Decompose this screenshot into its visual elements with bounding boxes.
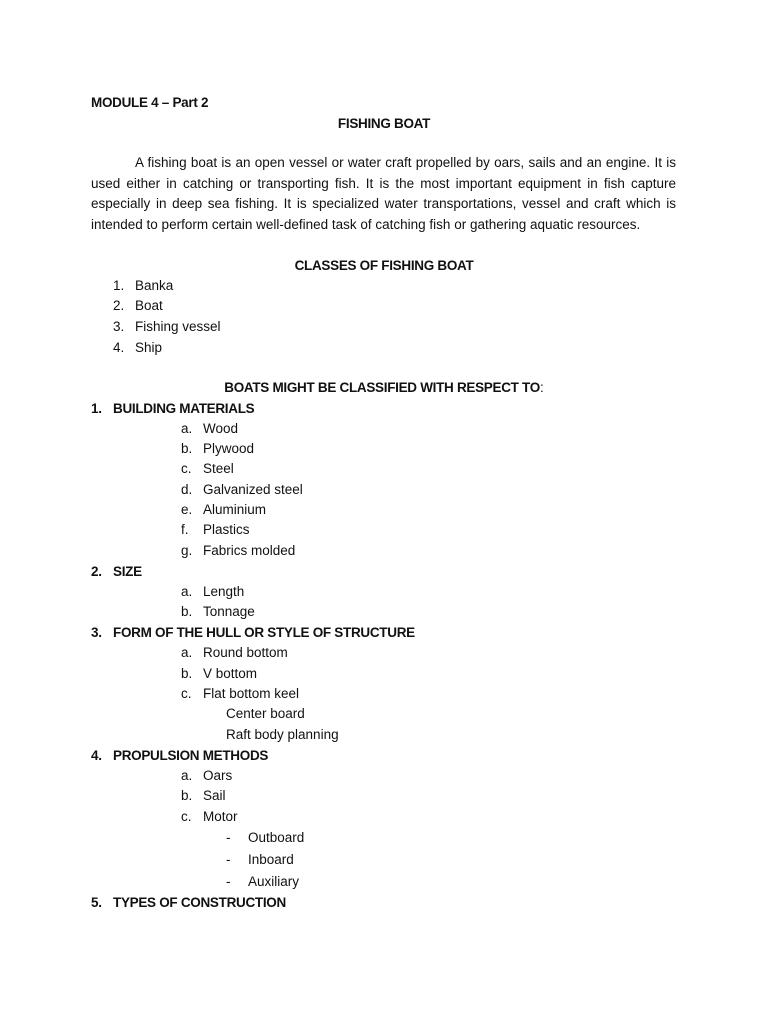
list-text: Banka: [135, 278, 174, 293]
item-text: Inboard: [248, 852, 294, 867]
section-title: FORM OF THE HULL OR STYLE OF STRUCTURE: [113, 625, 415, 640]
page-title: FISHING BOAT: [337, 116, 431, 131]
section-heading: [91, 562, 142, 582]
item-text: Steel: [203, 461, 234, 476]
list-item: [113, 276, 173, 296]
list-item: [181, 520, 250, 540]
item-text: Flat bottom keel: [203, 686, 300, 701]
list-item: [113, 296, 163, 316]
dash-bullet: -: [226, 852, 231, 867]
item-text: Outboard: [248, 830, 305, 845]
item-letter: a.: [181, 645, 193, 660]
classification-heading: [0, 378, 768, 398]
sub-item: Center board: [226, 706, 305, 721]
section-number: 3.: [91, 625, 102, 640]
item-letter: b.: [181, 604, 193, 619]
list-item: [181, 500, 266, 520]
list-number: 3.: [113, 319, 125, 334]
list-text: Fishing vessel: [135, 319, 221, 334]
list-item: [181, 643, 288, 663]
item-text: Tonnage: [203, 604, 255, 619]
dash-bullet: -: [226, 830, 231, 845]
list-text: Ship: [135, 340, 163, 355]
section-title: SIZE: [113, 564, 142, 579]
classification-heading-colon: :: [539, 380, 544, 395]
item-text: V bottom: [203, 666, 258, 681]
item-text: Auxiliary: [248, 874, 300, 889]
section-number: 4.: [91, 748, 102, 763]
item-text: Motor: [203, 809, 238, 824]
item-letter: c.: [181, 686, 192, 701]
list-number: 2.: [113, 298, 125, 313]
section-title: PROPULSION METHODS: [113, 748, 269, 763]
list-item: [181, 786, 226, 806]
list-item: [181, 602, 255, 622]
dash-item: [226, 850, 294, 870]
section-heading: [91, 399, 254, 419]
item-letter: b.: [181, 441, 193, 456]
item-letter: d.: [181, 482, 193, 497]
section-number: 5.: [91, 895, 102, 910]
dash-bullet: -: [226, 874, 231, 889]
list-text: Boat: [135, 298, 163, 313]
item-letter: b.: [181, 788, 193, 803]
item-letter: f.: [181, 522, 189, 537]
item-letter: a.: [181, 421, 193, 436]
list-item: [181, 459, 234, 479]
classification-heading-text: BOATS MIGHT BE CLASSIFIED WITH RESPECT TO: [224, 380, 540, 395]
item-letter: c.: [181, 461, 192, 476]
item-text: Galvanized steel: [203, 482, 303, 497]
item-text: Plywood: [203, 441, 255, 456]
item-letter: a.: [181, 584, 193, 599]
list-item: [181, 541, 295, 561]
module-heading: MODULE 4 – Part 2: [91, 95, 209, 110]
list-number: 4.: [113, 340, 125, 355]
list-item: [113, 338, 162, 358]
section-heading: [91, 746, 268, 766]
item-letter: c.: [181, 809, 192, 824]
dash-item: [226, 828, 304, 848]
section-number: 1.: [91, 401, 102, 416]
list-item: [181, 480, 303, 500]
list-item: [181, 439, 254, 459]
section-heading: [91, 893, 286, 913]
item-text: Plastics: [203, 522, 250, 537]
list-item: [181, 664, 257, 684]
section-heading: [91, 623, 415, 643]
classes-heading: CLASSES OF FISHING BOAT: [294, 258, 474, 273]
section-title: BUILDING MATERIALS: [113, 401, 255, 416]
list-item: [181, 766, 232, 786]
item-letter: e.: [181, 502, 193, 517]
item-text: Fabrics molded: [203, 543, 296, 558]
list-number: 1.: [113, 278, 125, 293]
item-letter: a.: [181, 768, 193, 783]
dash-item: [226, 872, 299, 892]
item-text: Sail: [203, 788, 226, 803]
list-item: [181, 807, 238, 827]
item-text: Round bottom: [203, 645, 288, 660]
list-item: [181, 684, 299, 704]
item-text: Oars: [203, 768, 233, 783]
section-title: TYPES OF CONSTRUCTION: [113, 895, 286, 910]
item-text: Length: [203, 584, 245, 599]
section-number: 2.: [91, 564, 102, 579]
item-letter: g.: [181, 543, 193, 558]
list-item: [113, 317, 221, 337]
item-text: Wood: [203, 421, 239, 436]
list-item: [181, 419, 238, 439]
intro-paragraph: A fishing boat is an open vessel or water craft propelled by oars, sails and an engine. It is used either in catching or transporting fish. It is the most important equipment in fish capture especially in deep sea fishing. It is specialized water transportations, vessel and craft which is intended to perform certain well-defined task of catching fish or gathering aquatic resources.: [91, 155, 676, 232]
list-item: [181, 582, 244, 602]
item-letter: b.: [181, 666, 193, 681]
item-text: Aluminium: [203, 502, 267, 517]
sub-item: Raft body planning: [226, 727, 339, 742]
